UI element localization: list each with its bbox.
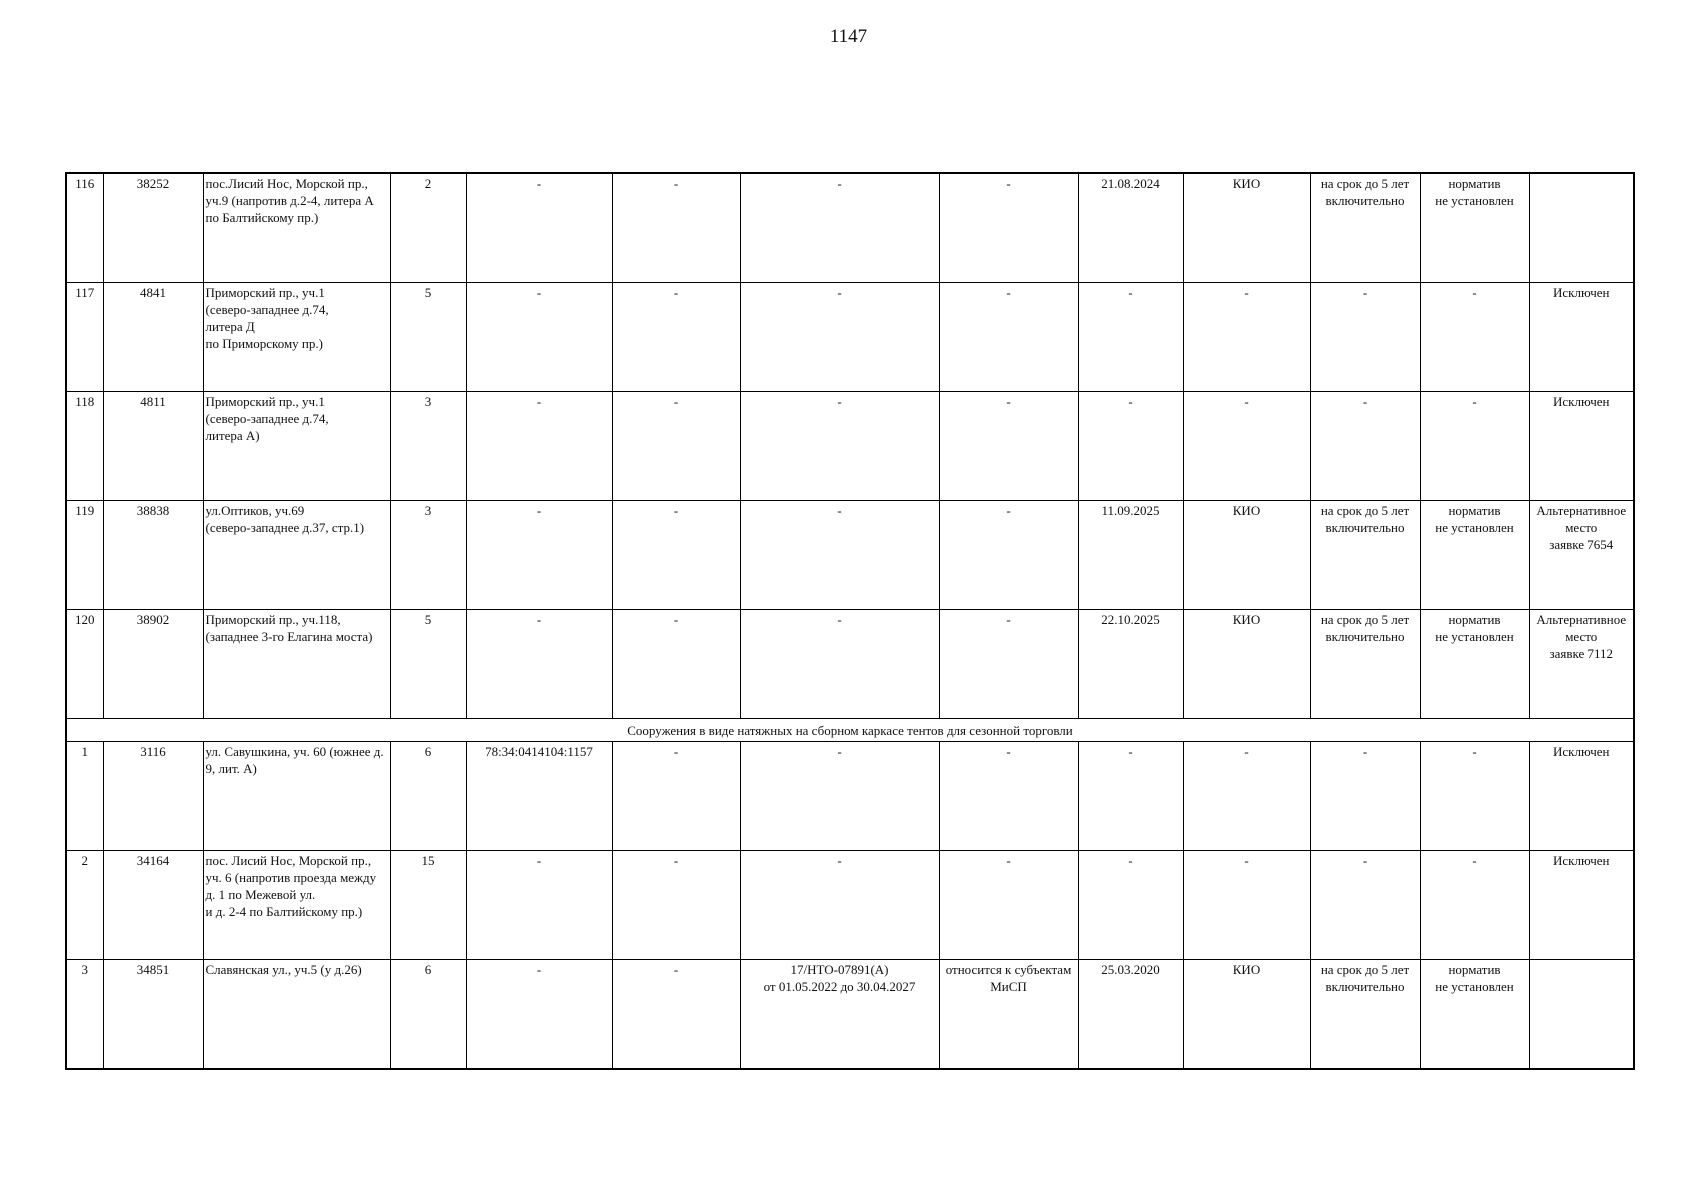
count: 3	[390, 392, 466, 501]
address: Славянская ул., уч.5 (у д.26)	[203, 960, 390, 1070]
subject: -	[939, 742, 1078, 851]
date: 11.09.2025	[1078, 501, 1183, 610]
cadastral-number: -	[466, 392, 612, 501]
subject: -	[939, 501, 1078, 610]
object-id: 38838	[103, 501, 203, 610]
row-number: 120	[66, 610, 103, 719]
term: на срок до 5 лет включительно	[1310, 173, 1420, 283]
date: -	[1078, 742, 1183, 851]
term: -	[1310, 742, 1420, 851]
column-6: -	[612, 851, 740, 960]
note: Исключен	[1529, 742, 1634, 851]
subject: -	[939, 283, 1078, 392]
norm: норматив не установлен	[1420, 610, 1529, 719]
column-6: -	[612, 501, 740, 610]
organization: КИО	[1183, 501, 1310, 610]
address: ул.Оптиков, уч.69 (северо-западнее д.37, стр.1)	[203, 501, 390, 610]
term: на срок до 5 лет включительно	[1310, 610, 1420, 719]
page-number: 1147	[829, 26, 868, 47]
row-number: 119	[66, 501, 103, 610]
organization: -	[1183, 283, 1310, 392]
address: Приморский пр., уч.1 (северо-западнее д.74, литера Д по Приморскому пр.)	[203, 283, 390, 392]
row-number: 117	[66, 283, 103, 392]
object-id: 34164	[103, 851, 203, 960]
note: Исключен	[1529, 851, 1634, 960]
row-number: 3	[66, 960, 103, 1070]
term: -	[1310, 392, 1420, 501]
table-row	[66, 742, 1634, 851]
table-row	[66, 960, 1634, 1070]
count: 15	[390, 851, 466, 960]
norm: норматив не установлен	[1420, 960, 1529, 1070]
object-id: 38252	[103, 173, 203, 283]
section-title: Сооружения в виде натяжных на сборном каркасе тентов для сезонной торговли	[66, 719, 1634, 742]
term: на срок до 5 лет включительно	[1310, 960, 1420, 1070]
count: 5	[390, 283, 466, 392]
column-6: -	[612, 610, 740, 719]
column-6: -	[612, 392, 740, 501]
address: ул. Савушкина, уч. 60 (южнее д. 9, лит. А)	[203, 742, 390, 851]
organization: КИО	[1183, 610, 1310, 719]
object-id: 3116	[103, 742, 203, 851]
address: Приморский пр., уч.118, (западнее 3-го Елагина моста)	[203, 610, 390, 719]
date: 21.08.2024	[1078, 173, 1183, 283]
organization: -	[1183, 392, 1310, 501]
count: 5	[390, 610, 466, 719]
section-header-row	[66, 719, 1634, 742]
table-row	[66, 173, 1634, 283]
row-number: 1	[66, 742, 103, 851]
date: -	[1078, 392, 1183, 501]
object-id: 34851	[103, 960, 203, 1070]
column-6: -	[612, 283, 740, 392]
subject: -	[939, 610, 1078, 719]
norm: норматив не установлен	[1420, 501, 1529, 610]
count: 6	[390, 742, 466, 851]
contract: -	[740, 610, 939, 719]
date: 25.03.2020	[1078, 960, 1183, 1070]
table-row	[66, 392, 1634, 501]
contract: -	[740, 501, 939, 610]
table-row	[66, 851, 1634, 960]
organization: -	[1183, 851, 1310, 960]
organization: КИО	[1183, 173, 1310, 283]
contract: -	[740, 851, 939, 960]
date: -	[1078, 851, 1183, 960]
count: 2	[390, 173, 466, 283]
cadastral-number: -	[466, 851, 612, 960]
contract: -	[740, 742, 939, 851]
term: -	[1310, 851, 1420, 960]
note	[1529, 960, 1634, 1070]
cadastral-number: -	[466, 173, 612, 283]
subject: -	[939, 392, 1078, 501]
contract: -	[740, 173, 939, 283]
norm: -	[1420, 392, 1529, 501]
object-id: 4841	[103, 283, 203, 392]
contract: -	[740, 283, 939, 392]
norm: -	[1420, 851, 1529, 960]
cadastral-number: -	[466, 960, 612, 1070]
date: 22.10.2025	[1078, 610, 1183, 719]
table-row	[66, 283, 1634, 392]
address: пос.Лисий Нос, Морской пр., уч.9 (напротив д.2-4, литера А по Балтийскому пр.)	[203, 173, 390, 283]
contract: 17/НТО-07891(А) от 01.05.2022 до 30.04.2027	[740, 960, 939, 1070]
note: Исключен	[1529, 392, 1634, 501]
object-id: 4811	[103, 392, 203, 501]
row-number: 116	[66, 173, 103, 283]
subject: -	[939, 173, 1078, 283]
table-row	[66, 610, 1634, 719]
cadastral-number: -	[466, 283, 612, 392]
norm: норматив не установлен	[1420, 173, 1529, 283]
organization: КИО	[1183, 960, 1310, 1070]
column-6: -	[612, 960, 740, 1070]
term: -	[1310, 283, 1420, 392]
organization: -	[1183, 742, 1310, 851]
norm: -	[1420, 283, 1529, 392]
note: Исключен	[1529, 283, 1634, 392]
contract: -	[740, 392, 939, 501]
column-6: -	[612, 742, 740, 851]
term: на срок до 5 лет включительно	[1310, 501, 1420, 610]
row-number: 2	[66, 851, 103, 960]
cadastral-number: 78:34:0414104:1157	[466, 742, 612, 851]
cadastral-number: -	[466, 501, 612, 610]
object-id: 38902	[103, 610, 203, 719]
row-number: 118	[66, 392, 103, 501]
column-6: -	[612, 173, 740, 283]
count: 3	[390, 501, 466, 610]
subject: относится к субъектам МиСП	[939, 960, 1078, 1070]
note: Альтернативное место заявке 7112	[1529, 610, 1634, 719]
table-row	[66, 501, 1634, 610]
norm: -	[1420, 742, 1529, 851]
note: Альтернативное место заявке 7654	[1529, 501, 1634, 610]
address: пос. Лисий Нос, Морской пр., уч. 6 (напротив проезда между д. 1 по Межевой ул. и д. 2-4 по Балтийскому пр.)	[203, 851, 390, 960]
address: Приморский пр., уч.1 (северо-западнее д.74, литера А)	[203, 392, 390, 501]
register-table	[65, 172, 1635, 1070]
cadastral-number: -	[466, 610, 612, 719]
count: 6	[390, 960, 466, 1070]
note	[1529, 173, 1634, 283]
date: -	[1078, 283, 1183, 392]
subject: -	[939, 851, 1078, 960]
